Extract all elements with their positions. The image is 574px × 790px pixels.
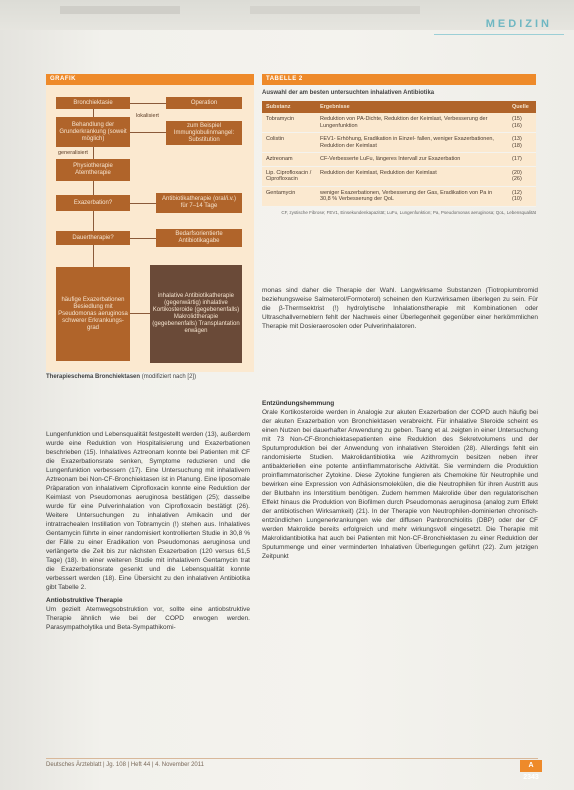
label-generalisiert: generalisiert (58, 150, 88, 156)
arrow-down-1 (93, 109, 94, 117)
table-cell: (13) (18) (508, 133, 536, 153)
arrow-down-4 (93, 211, 94, 231)
tabelle-title: Auswahl der am besten untersuchten inhalativen Antibiotika (262, 90, 435, 96)
box-bedarfsorientiert: Bedarfsorientierte Antibiotikagabe (156, 229, 242, 247)
grafik-caption-rest: (modifiziert nach [2]) (140, 374, 197, 380)
box-exazerbation: Exazerbation? (56, 195, 130, 211)
grafik-body (46, 85, 254, 372)
box-antibiotikatherapie: Antibiotikatherapie (oral/i.v.) für 7–14 Tage (156, 193, 242, 213)
table-cell: Aztreonam (262, 153, 316, 167)
arrow-down-3 (93, 181, 94, 195)
footer-source: Deutsches Ärzteblatt | Jg. 108 | Heft 44 | 4. November 2011 (46, 762, 204, 768)
right-intro-paragraph: monas sind daher die Therapie der Wahl. Langwirksame Substanzen (Tiotropiumbromid beziehungsweise Salmeterol/Formoterol) scheinen den Kurzwirksamen überlegen zu sein. Für die β-Thermsektrist (!) hydrolytische Inhalationstherapie mit Kombinationen oder Ultraschallverneblern fehlt der Nachweis einer Überlegenheit gegenüber einer herkömmlichen Therapie mit Dosieraerosolen oder Pulverinhalatoren. (262, 287, 538, 330)
table-row (262, 113, 536, 133)
subheading-antiobstruktive-therapie: Antiobstruktive Therapie (46, 597, 123, 604)
column-header-ergebnisse: Ergebnisse (316, 101, 508, 113)
table-cell: FEV1- Erhöhung, Eradikation in Einzel- fallen, weniger Exazerbationen, Reduktion der Keimlast (316, 133, 508, 153)
table-row (262, 166, 536, 186)
grafik-caption (46, 374, 196, 380)
arrow-to-operation (130, 103, 166, 104)
footer-rule (46, 758, 538, 759)
box-inhalative-therapie: inhalative Antibiotikatherapie (gegenwärtig) inhalative Kortikosteroide (gegebenenfalls) Makrolidtherapie (gegebenenfalls) Transplantation erwägen (150, 265, 242, 363)
column-header-substanz: Substanz (262, 101, 316, 113)
table-row (262, 133, 536, 153)
subheading-entzuendungshemmung: Entzündungshemmung (262, 400, 335, 407)
arrow-to-bedarfsorientiert (130, 238, 156, 239)
box-bronchiektasie: Bronchiektasie (56, 97, 130, 109)
arrow-to-immunglobulin (130, 132, 166, 133)
left-column-body (46, 430, 250, 632)
table-row (262, 186, 536, 206)
table-cell: (15) (16) (508, 113, 536, 133)
table-cell: (17) (508, 153, 536, 167)
section-rubric: MEDIZIN (485, 18, 552, 30)
right-column-body (262, 395, 538, 561)
rubric-underline (434, 34, 564, 35)
arrow-to-inhalative-therapie (130, 313, 150, 314)
column-header-quelle: Quelle (508, 101, 536, 113)
table-cell: (20) (26) (508, 166, 536, 186)
table-cell: CF-Verbesserte LuFu, längeres Intervall zur Exazerbation (316, 153, 508, 167)
right-column-intro (262, 286, 538, 331)
left-tail-paragraph: Um gezielt Atemwegsobstruktion vor, sollte eine antiobstruktive Therapie ähnlich wie bei der COPD erwogen werden. Parasympatholytika und Beta-Sympathikomi- (46, 606, 250, 631)
arrow-down-5 (93, 245, 94, 267)
left-body-paragraph: Lungenfunktion und Lebensqualität festgestellt werden (13), außerdem wurde eine Reduktion von Hospitalisierung und Exazerbationen beschrieben (15). Inhalatives Aztreonam konnte bei Patienten mit CF die Exazerbationsrate senken, Symptome reduzieren und die Lungenfunktion verbessern (17). Eine Untersuchung mit inhalativem Aztreonam bei Non-CF-Bronchiektasen ist in Planung. Eine liposomale Präparation von inhalativem Ciprofloxacin konnte eine Reduktion der Keimlast von Pseudomonas aeruginosa bestätigen (25); dasselbe wurde für eine Pulverinhalation von Ciprofloxacin bestätigt (26). Weitere Untersuchungen zu inhalativen Amikacin und der intratrachealen Instillation von Tobramycin (!) stehen aus. Inhalatives Gentamycin führte in einer randomisiert kontrollierten Studie in 30,8 % der Fälle zu einer Eradikation von Pseudomonas aeruginosa und verlängerte die Zeit bis zur nächsten Exazerbation (120 versus 61,5 Tage) (18). In einer weiteren Studie mit inhalativem Gentamycin trat die Exazerbationsrate gesenkt und die Lebensqualität konnte verbessert werden (18). Eine Übersicht zu den inhalativen Antibiotika gibt Tabelle 2. (46, 431, 250, 591)
header-blur-left (60, 6, 180, 14)
grafik-panel (46, 74, 254, 372)
page-number: A 2343 (520, 760, 542, 772)
table-cell: Reduktion der Keimlast, Reduktion der Keimlast (316, 166, 508, 186)
table-cell: Colistin (262, 133, 316, 153)
table-header-row (262, 101, 536, 113)
table-cell: (12) (10) (508, 186, 536, 206)
box-immunglobulin: zum Beispiel Immunglobulinmangel: Substitution (166, 121, 242, 145)
tabelle-panel (262, 74, 536, 272)
table-cell: Gentamycin (262, 186, 316, 206)
grafik-label: GRAFIK (46, 74, 254, 85)
table-cell: weniger Exazerbationen, Verbesserung der Gas, Eradikation von Pa in 30,8 % Verbesserung der QoL (316, 186, 508, 206)
right-body-paragraph: Orale Kortikosteroide werden in Analogie zur akuten Exazerbation der COPD auch häufig bei der akuten Exazerbation von Bronchiektasen verabreicht. Für inhalative Steroide scheint es einen Nutzen bei dauerhafter Anwendung zu geben. Tsang et al. zeigten in einer Untersuchung mit 73 Non-CF-Bronchiektasepatienten eine Reduktion des Sekretvolumens und der Sputumproduktion bei der Anwendung von inhalativen Steroiden (28). Allerdings fehlt ein randomisierte Studien. Makrolidantibiotika wie Azithromycin besitzen neben ihrer antibakteriellen eine potente antiinflammatorische Aktivität. Sie vermindern die Produktion proinflammatorischer Zytokine. Diese Zytokine fungieren als Chemokine für Neutrophile und bewirken eine Expression von Adhäsionsmolekülen, die die Neutrophilen für ihren Austritt aus der Blutbahn ins Interstitium benötigen. Zudem hemmen Makrolide über den regulatorischen Effekt hinaus die Produktion von Biofilmen durch Pseudomonas aeruginosa (analog zum Effekt der antibiotischen Wirksamkeit) (21). In der Therapie von Neutrophilen-dominierten chronisch-entzündlichen Lungenerkrankungen wie der diffusen Panbronchiolitis (DBP) oder der CF werden Makrolide bereits erfolgreich und mehr wirkungsvoll eingesetzt. Die Therapie mit Makrolidantibiotika hat auch bei Patienten mit Non-CF-Bronchiektasen zu einer Reduktion der Sputummenge und einer verminderten Inhalativen Überlegungen geführt (22). Zum jetzigen Zeitpunkt (262, 409, 538, 560)
box-physiotherapie: Physiotherapie Atemtherapie (56, 159, 130, 181)
header-blur-center (250, 6, 420, 14)
table-footnote: CF, zystische Fibrose; FEV1, Einsekundenkapazität; LuFu, Lungenfunktion; Pa, Pseudomonas aeruginosa; QoL, Lebensqualität (281, 209, 536, 215)
box-operation: Operation (166, 97, 242, 109)
grafik-caption-bold: Therapieschema Bronchiektasen (46, 374, 141, 380)
table-row (262, 153, 536, 167)
table-cell: Reduktion von PA-Dichte, Reduktion der Keimlast, Verbesserung der Lungenfunktion (316, 113, 508, 133)
arrow-to-antibiotikatherapie (130, 203, 156, 204)
arrow-down-2 (93, 147, 94, 159)
box-behandlung: Behandlung der Grunderkrankung (soweit möglich) (56, 117, 130, 147)
antibiotika-table (262, 101, 536, 207)
box-haeufige-exazerbationen: häufige Exazerbationen Besiedlung mit Pseudomonas aeruginosa schwerer Erkrankungs-grad (56, 267, 130, 361)
table-cell: Lip. Ciprofloxacin / Ciprofloxacin (262, 166, 316, 186)
table-cell: Tobramycin (262, 113, 316, 133)
box-dauertherapie: Dauertherapie? (56, 231, 130, 245)
label-lokalisiert: lokalisiert (136, 113, 159, 119)
tabelle-label: TABELLE 2 (262, 74, 536, 85)
